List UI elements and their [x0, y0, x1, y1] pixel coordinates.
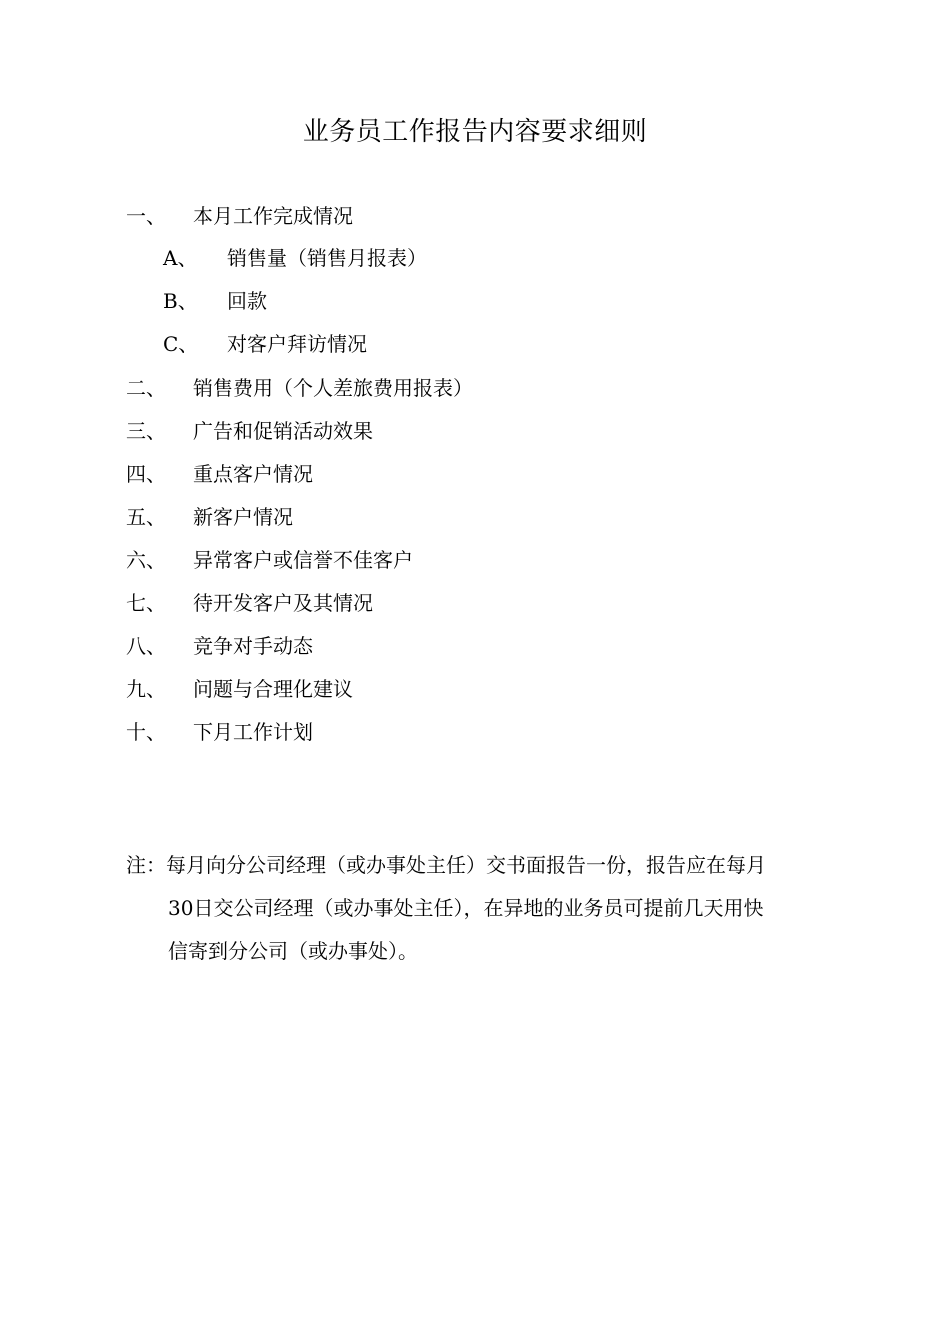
item-number: 八、	[126, 634, 166, 658]
item-number: 一、	[126, 204, 166, 228]
item-number: A、	[163, 246, 198, 270]
item-label: 销售量（销售月报表）	[227, 246, 427, 270]
item-label: 问题与合理化建议	[193, 677, 353, 701]
item-label: 下月工作计划	[193, 720, 313, 744]
item-label: 竞争对手动态	[193, 634, 313, 658]
item-number: 九、	[126, 677, 166, 701]
note-line: 信寄到分公司（或办事处）。	[168, 939, 418, 963]
note-prefix: 注：	[126, 853, 166, 877]
item-number: 四、	[126, 462, 166, 486]
item-label: 本月工作完成情况	[193, 204, 353, 228]
item-number: 二、	[126, 376, 166, 400]
item-number: C、	[163, 332, 199, 356]
item-label: 广告和促销活动效果	[193, 419, 373, 443]
note-line: 每月向分公司经理（或办事处主任）交书面报告一份，报告应在每月	[166, 853, 766, 877]
item-label: 重点客户情况	[193, 462, 313, 486]
item-label: 异常客户或信誉不佳客户	[193, 548, 413, 572]
note-line: 30日交公司经理（或办事处主任），在异地的业务员可提前几天用快	[168, 896, 764, 920]
item-number: 十、	[126, 720, 166, 744]
item-label: 对客户拜访情况	[227, 332, 367, 356]
item-number: 三、	[126, 419, 166, 443]
item-label: 待开发客户及其情况	[193, 591, 373, 615]
item-number: 六、	[126, 548, 166, 572]
page-title: 业务员工作报告内容要求细则	[302, 117, 648, 147]
item-label: 回款	[227, 289, 267, 313]
item-label: 销售费用（个人差旅费用报表）	[193, 376, 473, 400]
item-number: B、	[163, 289, 198, 313]
item-number: 七、	[126, 591, 166, 615]
item-label: 新客户情况	[193, 505, 293, 529]
item-number: 五、	[126, 505, 166, 529]
